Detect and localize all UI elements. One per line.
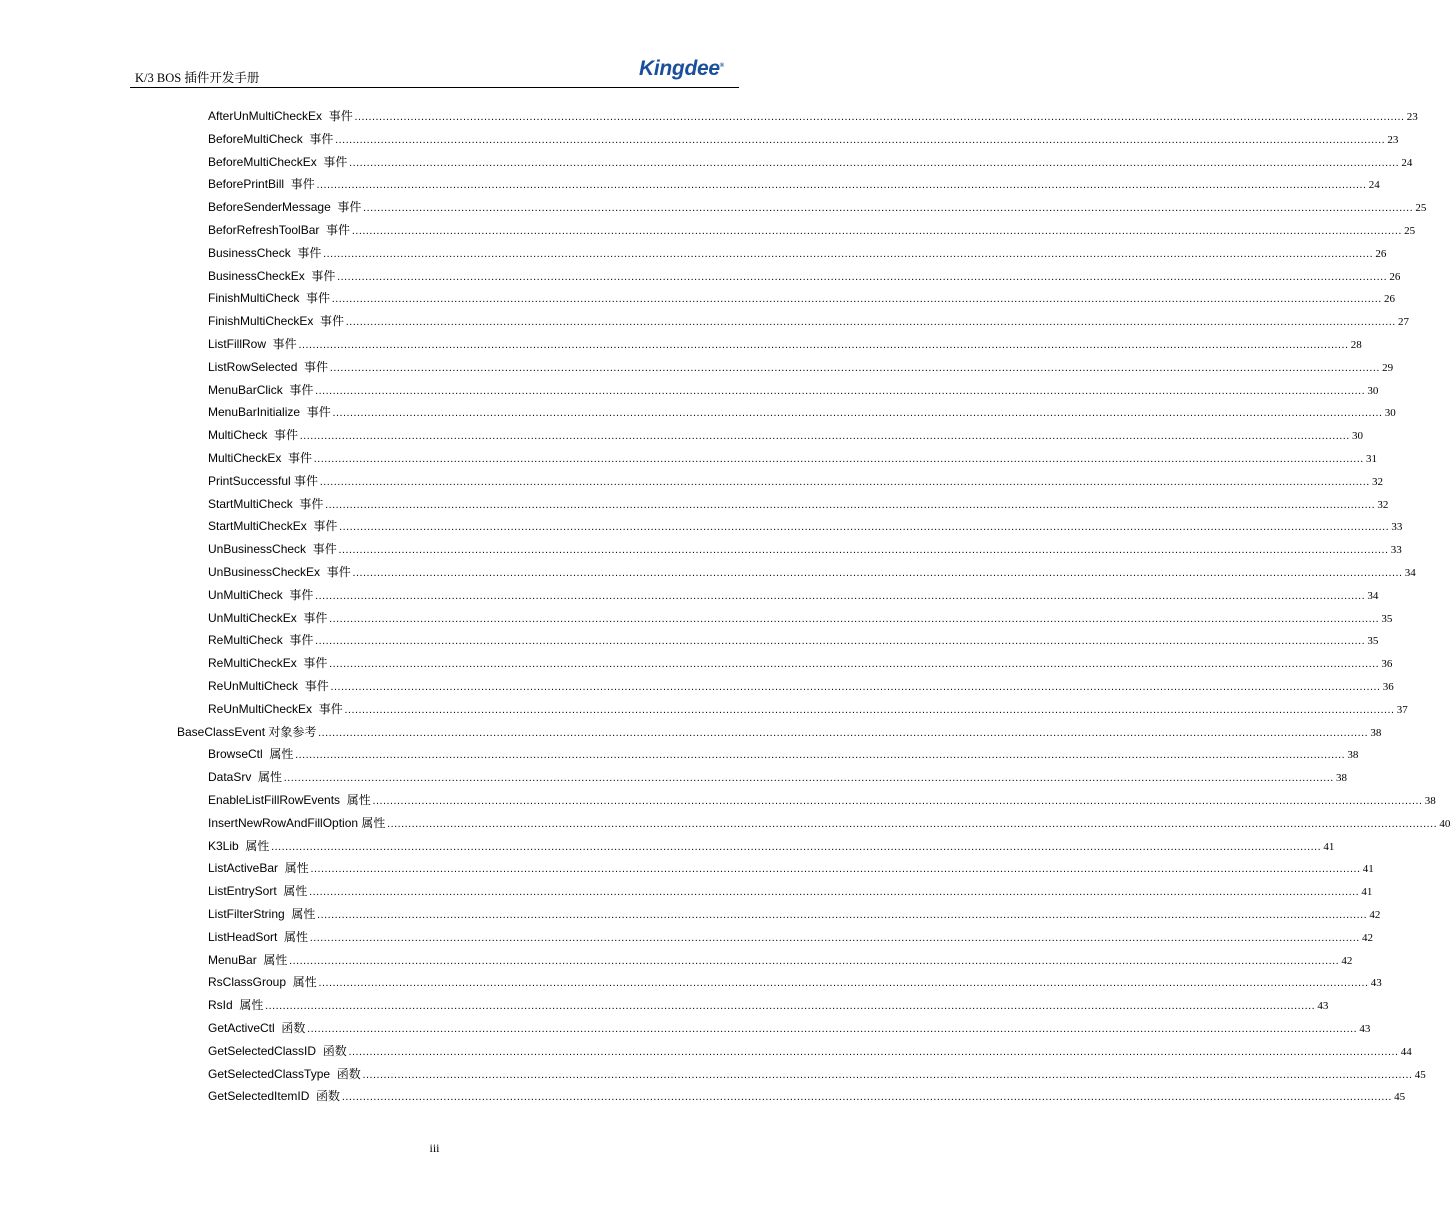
toc-entry-page: 29 (1382, 361, 1394, 374)
toc-entry-page: 43 (1359, 1023, 1371, 1035)
toc-entry-page: 41 (1362, 863, 1374, 876)
toc-entry[interactable] (208, 448, 1378, 468)
toc-dot-leader: ............................................................................................................................................................................................................................................................................................................ (349, 157, 1400, 169)
toc-entry-label: UnMultiCheckEx 事件 (208, 610, 328, 625)
toc-entry-label: BeforRefreshToolBar 事件 (208, 223, 351, 237)
toc-entry-label: PrintSuccessful 事件 (208, 473, 319, 488)
toc-entry-label: ReMultiCheckEx 事件 (208, 656, 328, 671)
toc-entry[interactable] (208, 836, 1335, 856)
document-title: K/3 BOS 插件开发手册 (135, 71, 260, 85)
toc-entry-page: 45 (1414, 1068, 1426, 1081)
header-divider (130, 87, 739, 88)
toc-dot-leader: ............................................................................................................................................................................................................................................................................................................ (352, 568, 1403, 579)
toc-dot-leader: ............................................................................................................................................................................................................................................................................................................ (372, 796, 1423, 807)
toc-entry-label: MenuBarClick 事件 (208, 382, 314, 397)
toc-dot-leader: ............................................................................................................................................................................................................................................................................................................ (310, 932, 1361, 944)
toc-entry-page: 38 (1347, 749, 1359, 762)
toc-entry[interactable] (208, 881, 1373, 901)
toc-entry[interactable] (208, 380, 1379, 400)
toc-dot-leader: ............................................................................................................................................................................................................................................................................................................ (337, 271, 1388, 283)
toc-dot-leader: ............................................................................................................................................................................................................................................................................................................ (330, 682, 1381, 693)
toc-dot-leader: ............................................................................................................................................................................................................................................................................................................ (362, 1069, 1413, 1081)
toc-entry-label: AfterUnMultiCheckEx 事件 (208, 109, 353, 123)
toc-section-entry[interactable] (177, 722, 1382, 742)
toc-entry-label: ReUnMultiCheckEx 事件 (208, 701, 343, 716)
toc-dot-leader: ............................................................................................................................................................................................................................................................................................................ (307, 1024, 1358, 1035)
toc-entry-page: 42 (1362, 931, 1374, 944)
toc-entry[interactable] (208, 425, 1364, 445)
toc-entry-label: BusinessCheckEx 事件 (208, 268, 336, 283)
toc-entry[interactable] (208, 950, 1353, 970)
toc-entry-page: 28 (1350, 339, 1362, 351)
toc-dot-leader: ............................................................................................................................................................................................................................................................................................................ (298, 340, 1349, 351)
toc-entry-page: 41 (1323, 840, 1335, 853)
toc-entry-label: ListFillRow 事件 (208, 337, 297, 351)
toc-dot-leader: ............................................................................................................................................................................................................................................................................................................ (342, 1092, 1393, 1104)
toc-entry-label: K3Lib 属性 (208, 838, 270, 853)
toc-entry-label: BrowseCtl 属性 (208, 747, 294, 762)
toc-entry[interactable] (208, 402, 1396, 422)
toc-entry[interactable] (208, 471, 1384, 491)
toc-dot-leader: ............................................................................................................................................................................................................................................................................................................ (354, 112, 1405, 123)
toc-entry-label: ListHeadSort 属性 (208, 929, 309, 944)
toc-entry-page: 37 (1396, 703, 1408, 716)
toc-dot-leader: ............................................................................................................................................................................................................................................................................................................ (325, 499, 1376, 511)
toc-dot-leader: ............................................................................................................................................................................................................................................................................................................ (335, 134, 1386, 146)
toc-entry-page: 32 (1372, 475, 1384, 488)
toc-entry[interactable] (208, 106, 1418, 126)
toc-entry-label: BeforeMultiCheck 事件 (208, 131, 334, 146)
toc-entry-page: 36 (1381, 658, 1393, 671)
toc-entry-page: 43 (1370, 977, 1382, 990)
toc-entry-label: UnBusinessCheckEx 事件 (208, 565, 351, 579)
toc-entry-page: 45 (1394, 1091, 1406, 1104)
toc-dot-leader: ............................................................................................................................................................................................................................................................................................................ (317, 910, 1368, 921)
toc-entry[interactable] (208, 767, 1348, 787)
toc-dot-leader: ............................................................................................................................................................................................................................................................................................................ (271, 841, 1322, 853)
toc-entry-page: 32 (1377, 498, 1389, 511)
toc-entry-label: BeforeSenderMessage 事件 (208, 200, 362, 215)
toc-entry[interactable] (208, 357, 1394, 377)
toc-entry-page: 33 (1391, 521, 1403, 534)
toc-entry[interactable] (208, 152, 1413, 172)
toc-entry-page: 35 (1381, 612, 1393, 625)
toc-entry-page: 35 (1367, 635, 1379, 648)
toc-dot-leader: ............................................................................................................................................................................................................................................................................................................ (332, 294, 1383, 306)
toc-entry-label: EnableListFillRowEvents 属性 (208, 793, 371, 807)
toc-dot-leader: ............................................................................................................................................................................................................................................................................................................ (315, 590, 1366, 602)
toc-entry-label: DataSrv 属性 (208, 770, 283, 785)
toc-entry-page: 24 (1401, 156, 1413, 169)
toc-entry-label: GetSelectedClassType 函数 (208, 1066, 361, 1081)
toc-entry[interactable] (208, 904, 1381, 924)
toc-dot-leader: ............................................................................................................................................................................................................................................................................................................ (320, 476, 1371, 488)
toc-entry-page: 38 (1336, 772, 1348, 785)
toc-entry-label: MultiCheck 事件 (208, 428, 299, 443)
toc-entry[interactable] (208, 334, 1362, 354)
toc-entry-page: 34 (1367, 589, 1379, 602)
toc-entry-page: 26 (1375, 247, 1387, 260)
toc-entry-page: 31 (1366, 453, 1378, 465)
toc-entry-page: 25 (1404, 225, 1416, 237)
toc-entry-page: 36 (1382, 681, 1394, 693)
toc-entry[interactable] (208, 311, 1410, 331)
logo-text: Kingdee (639, 57, 720, 80)
toc-dot-leader: ............................................................................................................................................................................................................................................................................................................ (315, 636, 1366, 648)
toc-entry[interactable] (208, 1018, 1371, 1038)
toc-entry-label: RsId 属性 (208, 998, 264, 1013)
toc-dot-leader: ............................................................................................................................................................................................................................................................................................................ (289, 955, 1340, 967)
toc-entry[interactable] (208, 1041, 1412, 1061)
toc-entry[interactable] (208, 129, 1399, 149)
toc-dot-leader: ............................................................................................................................................................................................................................................................................................................ (284, 773, 1335, 785)
toc-entry-label: GetSelectedClassID 函数 (208, 1043, 347, 1058)
toc-entry[interactable] (208, 243, 1387, 263)
toc-entry-label: MultiCheckEx 事件 (208, 451, 313, 465)
toc-entry-label: MenuBarInitialize 事件 (208, 405, 331, 420)
toc-entry-page: 26 (1384, 293, 1396, 306)
toc-entry-label: ListRowSelected 事件 (208, 359, 329, 374)
toc-entry-label: StartMultiCheckEx 事件 (208, 519, 338, 534)
toc-dot-leader: ............................................................................................................................................................................................................................................................................................................ (344, 704, 1395, 716)
toc-entry-page: 42 (1341, 954, 1353, 967)
toc-entry-label: GetActiveCtl 函数 (208, 1021, 306, 1035)
toc-entry[interactable] (208, 516, 1403, 536)
toc-entry[interactable] (208, 585, 1379, 605)
toc-entry-page: 42 (1369, 909, 1381, 921)
toc-entry[interactable] (208, 699, 1408, 719)
toc-dot-leader: ............................................................................................................................................................................................................................................................................................................ (338, 545, 1389, 557)
toc-entry[interactable] (208, 288, 1396, 308)
toc-dot-leader: ............................................................................................................................................................................................................................................................................................................ (346, 317, 1397, 329)
toc-dot-leader: ............................................................................................................................................................................................................................................................................................................ (339, 522, 1390, 534)
toc-dot-leader: ............................................................................................................................................................................................................................................................................................................ (323, 248, 1374, 260)
toc-dot-leader: ............................................................................................................................................................................................................................................................................................................ (300, 431, 1351, 443)
toc-entry[interactable] (208, 995, 1329, 1015)
toc-dot-leader: ............................................................................................................................................................................................................................................................................................................ (352, 226, 1403, 237)
toc-entry-label: FinishMultiCheck 事件 (208, 291, 331, 306)
toc-entry-label: StartMultiCheck 事件 (208, 496, 324, 511)
toc-entry-page: 34 (1404, 567, 1416, 579)
toc-dot-leader: ............................................................................................................................................................................................................................................................................................................ (310, 864, 1361, 876)
toc-entry-label: BusinessCheck 事件 (208, 245, 322, 260)
toc-entry-label: UnBusinessCheck 事件 (208, 542, 337, 557)
toc-entry-page: 24 (1368, 179, 1380, 192)
toc-entry-page: 30 (1367, 384, 1379, 397)
toc-entry-page: 26 (1389, 270, 1401, 283)
toc-entry[interactable] (208, 608, 1393, 628)
page-number: iii (429, 1141, 440, 1155)
toc-entry-label: RsClassGroup 属性 (208, 975, 317, 990)
toc-dot-leader: ............................................................................................................................................................................................................................................................................................................ (316, 180, 1367, 192)
toc-entry[interactable] (208, 1086, 1406, 1106)
toc-dot-leader: ............................................................................................................................................................................................................................................................................................................ (309, 887, 1360, 899)
toc-entry[interactable] (208, 927, 1374, 947)
toc-dot-leader: ............................................................................................................................................................................................................................................................................................................ (329, 659, 1380, 671)
toc-entry-label: InsertNewRowAndFillOption 属性 (208, 815, 386, 830)
toc-dot-leader: ............................................................................................................................................................................................................................................................................................................ (295, 750, 1346, 762)
toc-entry[interactable] (208, 813, 1450, 833)
toc-entry[interactable] (208, 174, 1380, 194)
toc-entry-page: 40 (1439, 817, 1450, 830)
toc-entry[interactable] (208, 1064, 1426, 1084)
toc-entry[interactable] (208, 494, 1389, 514)
toc-entry-page: 33 (1390, 544, 1402, 557)
registered-mark: ® (719, 63, 724, 69)
toc-dot-leader: ............................................................................................................................................................................................................................................................................................................ (314, 454, 1365, 465)
toc-entry-label: ReMultiCheck 事件 (208, 633, 314, 648)
toc-dot-leader: ............................................................................................................................................................................................................................................................................................................ (363, 203, 1414, 215)
toc-entry[interactable] (208, 653, 1393, 673)
kingdee-logo (639, 57, 724, 81)
toc-entry-page: 23 (1387, 133, 1399, 146)
toc-entry-label: ListEntrySort 属性 (208, 884, 308, 899)
toc-entry[interactable] (208, 858, 1374, 878)
toc-entry-label: ListActiveBar 属性 (208, 861, 309, 876)
toc-entry[interactable] (208, 790, 1436, 810)
toc-entry-page: 23 (1406, 111, 1418, 123)
toc-entry-label: BeforePrintBill 事件 (208, 177, 315, 192)
toc-entry-label: ReUnMultiCheck 事件 (208, 679, 329, 693)
toc-entry-label: FinishMultiCheckEx 事件 (208, 314, 345, 329)
toc-entry-page: 41 (1361, 886, 1373, 899)
toc-dot-leader: ............................................................................................................................................................................................................................................................................................................ (318, 727, 1369, 739)
toc-dot-leader: ............................................................................................................................................................................................................................................................................................................ (387, 818, 1438, 830)
toc-entry-label: GetSelectedItemID 函数 (208, 1089, 341, 1104)
toc-entry[interactable] (208, 539, 1402, 559)
toc-entry-label: BaseClassEvent 对象参考 (177, 724, 317, 739)
toc-dot-leader: ............................................................................................................................................................................................................................................................................................................ (330, 362, 1381, 374)
toc-entry-label: BeforeMultiCheckEx 事件 (208, 154, 348, 169)
toc-entry-page: 25 (1415, 202, 1427, 215)
toc-entry[interactable] (208, 676, 1394, 696)
toc-dot-leader: ............................................................................................................................................................................................................................................................................................................ (315, 385, 1366, 397)
toc-entry-label: ListFilterString 属性 (208, 907, 316, 921)
toc-entry-label: UnMultiCheck 事件 (208, 587, 314, 602)
toc-dot-leader: ............................................................................................................................................................................................................................................................................................................ (318, 978, 1369, 990)
toc-entry-page: 38 (1424, 795, 1436, 807)
toc-entry-page: 27 (1398, 316, 1410, 329)
toc-entry[interactable] (208, 972, 1382, 992)
toc-entry[interactable] (208, 630, 1379, 650)
toc-dot-leader: ............................................................................................................................................................................................................................................................................................................ (348, 1046, 1399, 1058)
toc-dot-leader: ............................................................................................................................................................................................................................................................................................................ (332, 408, 1383, 420)
toc-entry-label: MenuBar 属性 (208, 952, 288, 967)
toc-entry[interactable] (208, 220, 1416, 240)
toc-entry[interactable] (208, 562, 1416, 582)
toc-entry-page: 30 (1384, 407, 1396, 420)
toc-entry[interactable] (208, 266, 1401, 286)
toc-dot-leader: ............................................................................................................................................................................................................................................................................................................ (329, 613, 1380, 625)
toc-dot-leader: ............................................................................................................................................................................................................................................................................................................ (265, 1001, 1316, 1013)
toc-entry-page: 44 (1400, 1045, 1412, 1058)
toc-entry-page: 43 (1317, 1000, 1329, 1013)
toc-entry[interactable] (208, 197, 1427, 217)
toc-entry[interactable] (208, 744, 1359, 764)
toc-entry-page: 38 (1370, 726, 1382, 739)
toc-entry-page: 30 (1352, 430, 1364, 443)
